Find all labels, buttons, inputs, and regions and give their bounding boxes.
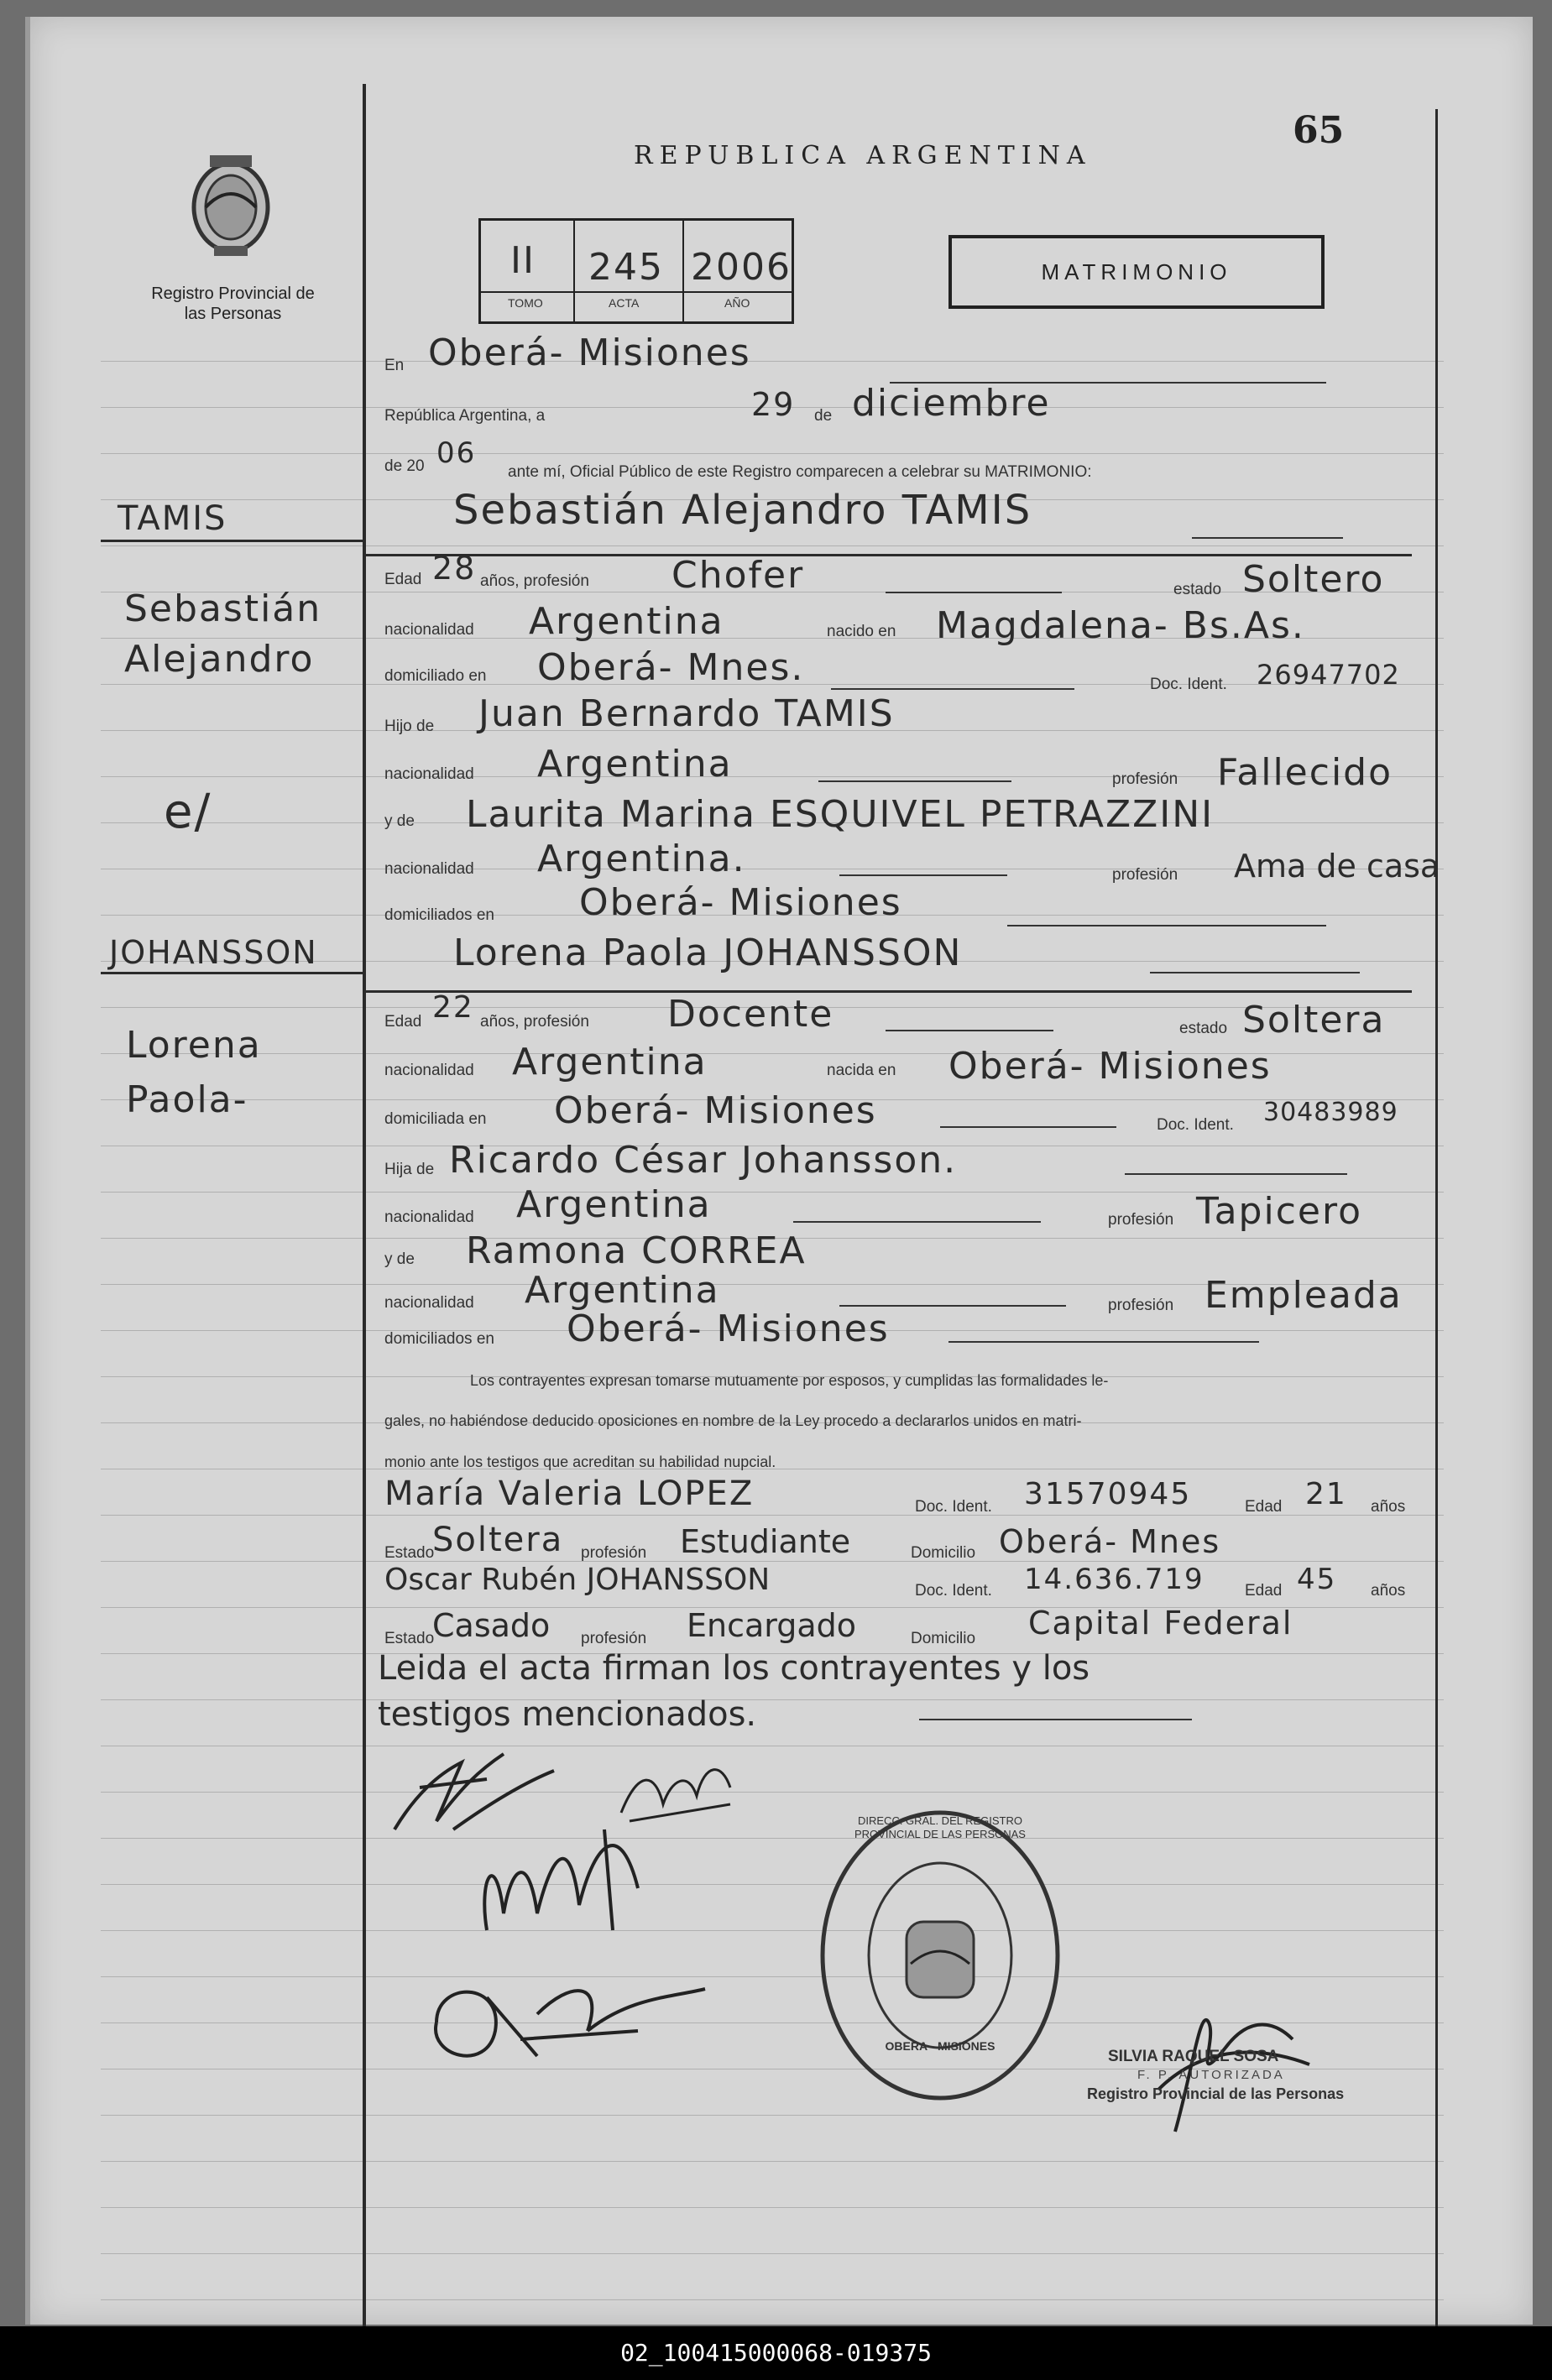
bride-age: 22 xyxy=(432,990,474,1025)
ante-text: ante mí, Oficial Público de este Registro comparecen a celebrar su MATRIMONIO: xyxy=(508,463,1092,481)
bride-mother-profession: Empleada xyxy=(1204,1274,1403,1317)
margin-surname-bride: JOHANSSON xyxy=(109,934,318,971)
bride-father-prof-label: profesión xyxy=(1108,1211,1174,1229)
groom-father-nationality: Argentina xyxy=(537,743,733,786)
margin-rule xyxy=(363,84,366,2333)
groom-father: Juan Bernardo TAMIS xyxy=(478,692,895,735)
bride-mother-prof-label: profesión xyxy=(1108,1297,1174,1314)
witness2-estado-label: Estado xyxy=(384,1630,435,1647)
declaration-line-3: monio ante los testigos que acreditan su habilidad nupcial. xyxy=(384,1454,776,1470)
witness2-doc: 14.636.719 xyxy=(1024,1563,1204,1596)
witness2-prof-label: profesión xyxy=(581,1630,647,1647)
groom-estado-label: estado xyxy=(1173,581,1222,598)
witness1-doc: 31570945 xyxy=(1024,1477,1192,1511)
groom-edad-label: Edad xyxy=(384,571,422,588)
closing-line-1: Leida el acta firman los contrayentes y los xyxy=(378,1649,1090,1688)
witness1-estado-label: Estado xyxy=(384,1544,435,1562)
right-rule xyxy=(1435,109,1438,2333)
groom-age: 28 xyxy=(432,550,477,587)
ruled-line xyxy=(101,2161,1444,2162)
document-id: 02_100415000068-019375 xyxy=(620,2339,932,2367)
ruled-line xyxy=(101,1884,1444,1885)
groom-profesion-label: años, profesión xyxy=(480,572,589,590)
act-day: 29 xyxy=(751,386,796,423)
bride-parents-domicile: Oberá- Misiones xyxy=(567,1307,890,1350)
bride-father-nac-label: nacionalidad xyxy=(384,1208,474,1226)
bride-doc: 30483989 xyxy=(1263,1098,1398,1127)
groom-born-label: nacido en xyxy=(827,623,896,640)
acta-label: ACTA xyxy=(609,296,640,310)
bride-father-nationality: Argentina xyxy=(516,1183,712,1226)
witness2-dom-label: Domicilio xyxy=(911,1630,976,1647)
groom-nationality: Argentina xyxy=(529,600,724,643)
bride-mother-nationality: Argentina xyxy=(525,1269,720,1312)
bride-doc-label: Doc. Ident. xyxy=(1157,1116,1234,1134)
document-id-bar xyxy=(0,2326,1552,2380)
groom-mother-nationality: Argentina. xyxy=(537,838,746,880)
officer-title: F. P. AUTORIZADA xyxy=(1137,2068,1285,2082)
country-title: REPUBLICA ARGENTINA xyxy=(634,141,1092,170)
groom-father-prof-label: profesión xyxy=(1112,770,1178,788)
groom-yde-label: y de xyxy=(384,812,415,830)
registry-office-label: Registro Provincial de las Personas xyxy=(151,284,315,323)
witness2-profession: Encargado xyxy=(687,1607,857,1644)
witness1-anos-label: años xyxy=(1371,1498,1406,1516)
record-type-box xyxy=(948,235,1325,309)
bride-status: Soltera xyxy=(1242,999,1386,1041)
anio-value: 2006 xyxy=(691,246,792,289)
groom-nac-label: nacionalidad xyxy=(384,621,474,639)
ruled-line xyxy=(101,1561,1444,1562)
groom-father-nac-label: nacionalidad xyxy=(384,765,474,783)
ruled-line xyxy=(101,1792,1444,1793)
act-month: diciembre xyxy=(852,382,1051,425)
bride-full-name: Lorena Paola JOHANSSON xyxy=(453,932,963,974)
witness2-edad-label: Edad xyxy=(1245,1582,1283,1600)
witness1-domicile: Oberá- Mnes xyxy=(999,1523,1221,1560)
groom-parents-dom-label: domiciliados en xyxy=(384,906,494,924)
margin-name-bride-1: Lorena xyxy=(126,1024,262,1067)
groom-birthplace: Magdalena- Bs.As. xyxy=(936,604,1305,647)
officer-office: Registro Provincial de las Personas xyxy=(1087,2085,1345,2102)
ruled-line xyxy=(101,1515,1444,1516)
witness2-name: Oscar Rubén JOHANSSON xyxy=(384,1563,771,1597)
ruled-line xyxy=(101,1699,1444,1700)
bride-born-label: nacida en xyxy=(827,1062,896,1079)
groom-full-name: Sebastián Alejandro TAMIS xyxy=(453,487,1032,534)
declaration-line-1: Los contrayentes expresan tomarse mutuamente por esposos, y cumplidas las formalidades le- xyxy=(470,1372,1109,1389)
acta-value: 245 xyxy=(588,246,664,289)
de-label: de xyxy=(814,407,833,425)
groom-parents-domicile: Oberá- Misiones xyxy=(579,881,902,924)
groom-status: Soltero xyxy=(1242,558,1385,601)
witness2-status: Casado xyxy=(432,1607,551,1644)
groom-profession: Chofer xyxy=(671,554,805,597)
record-number-box xyxy=(478,218,794,324)
tomo-value: II xyxy=(510,239,536,282)
witness2-doc-label: Doc. Ident. xyxy=(915,1582,992,1600)
year-prefix: de 20 xyxy=(384,457,425,475)
witness1-age: 21 xyxy=(1305,1477,1347,1511)
witness1-doc-label: Doc. Ident. xyxy=(915,1498,992,1516)
bride-mother: Ramona CORREA xyxy=(466,1229,807,1272)
bride-nac-label: nacionalidad xyxy=(384,1062,474,1079)
ruled-line xyxy=(101,1838,1444,1839)
witness1-prof-label: profesión xyxy=(581,1544,647,1562)
groom-mother-prof-label: profesión xyxy=(1112,866,1178,884)
bride-nationality: Argentina xyxy=(512,1041,708,1083)
ruled-line xyxy=(101,2299,1444,2300)
witness1-name: María Valeria LOPEZ xyxy=(384,1474,755,1513)
bride-hija-label: Hija de xyxy=(384,1161,435,1178)
groom-domicile: Oberá- Mnes. xyxy=(537,646,805,689)
record-type-label: MATRIMONIO xyxy=(1041,258,1232,284)
witness1-status: Soltera xyxy=(432,1521,564,1559)
anio-label: AÑO xyxy=(724,296,750,310)
bride-dom-label: domiciliada en xyxy=(384,1110,487,1128)
anio-cell xyxy=(682,221,792,321)
groom-doc: 26947702 xyxy=(1257,659,1400,691)
groom-hijo-label: Hijo de xyxy=(384,718,435,735)
margin-name-groom-2: Alejandro xyxy=(124,638,315,681)
bride-father: Ricardo César Johansson. xyxy=(449,1139,958,1182)
witness2-age: 45 xyxy=(1297,1563,1337,1596)
signature-witness-1 xyxy=(470,1813,671,1943)
ruled-line xyxy=(101,2207,1444,2208)
closing-line-2: testigos mencionados. xyxy=(378,1695,757,1734)
bride-mother-nac-label: nacionalidad xyxy=(384,1294,474,1312)
acta-cell xyxy=(573,221,684,321)
bride-father-profession: Tapicero xyxy=(1196,1190,1363,1233)
margin-name-bride-2: Paola- xyxy=(126,1078,248,1121)
declaration-line-2: gales, no habiéndose deducido oposiciones en nombre de la Ley procedo a declararlos unidos en matri- xyxy=(384,1412,1082,1429)
groom-doc-label: Doc. Ident. xyxy=(1150,676,1227,693)
bride-edad-label: Edad xyxy=(384,1013,422,1031)
groom-father-profession: Fallecido xyxy=(1217,751,1393,794)
seal-center-text: OBERA - MISIONES xyxy=(885,2039,995,2053)
act-year: 06 xyxy=(436,436,477,470)
page-number: 65 xyxy=(1293,109,1345,152)
witness2-anos-label: años xyxy=(1371,1582,1406,1600)
tomo-label: TOMO xyxy=(508,296,543,310)
bride-domicile: Oberá- Misiones xyxy=(554,1089,877,1132)
bride-profesion-label: años, profesión xyxy=(480,1013,589,1031)
seal-ring-text: DIRECC. GRAL. DEL REGISTRO PROVINCIAL DE LAS PERSONAS xyxy=(854,1814,1026,1840)
witness1-edad-label: Edad xyxy=(1245,1498,1283,1516)
coat-of-arms-icon xyxy=(180,147,281,264)
groom-mother-profession: Ama de casa xyxy=(1234,848,1440,885)
act-place: Oberá- Misiones xyxy=(428,331,751,374)
groom-mother: Laurita Marina ESQUIVEL PETRAZZINI xyxy=(466,793,1215,836)
signature-witness-2 xyxy=(420,1964,722,2077)
ruled-line xyxy=(101,453,1444,454)
ruled-line xyxy=(101,2253,1444,2254)
bride-estado-label: estado xyxy=(1179,1020,1228,1037)
witness1-profession: Estudiante xyxy=(680,1523,851,1560)
official-seal xyxy=(814,1804,1066,2106)
margin-name-groom-1: Sebastián xyxy=(124,587,322,630)
witness1-dom-label: Domicilio xyxy=(911,1544,976,1562)
tomo-cell xyxy=(481,221,575,321)
bride-profession: Docente xyxy=(667,993,834,1036)
ruled-line xyxy=(101,361,1444,362)
groom-mother-nac-label: nacionalidad xyxy=(384,860,474,878)
bride-yde-label: y de xyxy=(384,1250,415,1268)
bride-birthplace: Oberá- Misiones xyxy=(948,1045,1272,1088)
officer-name: SILVIA RAQUEL SOSA xyxy=(1108,2048,1279,2065)
ruled-line xyxy=(101,545,1444,546)
groom-dom-label: domiciliado en xyxy=(384,667,487,685)
margin-conjunction: e/ xyxy=(164,785,212,839)
en-label: En xyxy=(384,357,405,374)
witness2-domicile: Capital Federal xyxy=(1028,1605,1293,1641)
republica-label: República Argentina, a xyxy=(384,407,546,425)
ruled-line xyxy=(101,1930,1444,1931)
bride-parents-dom-label: domiciliados en xyxy=(384,1330,494,1348)
margin-surname-groom: TAMIS xyxy=(118,499,227,538)
